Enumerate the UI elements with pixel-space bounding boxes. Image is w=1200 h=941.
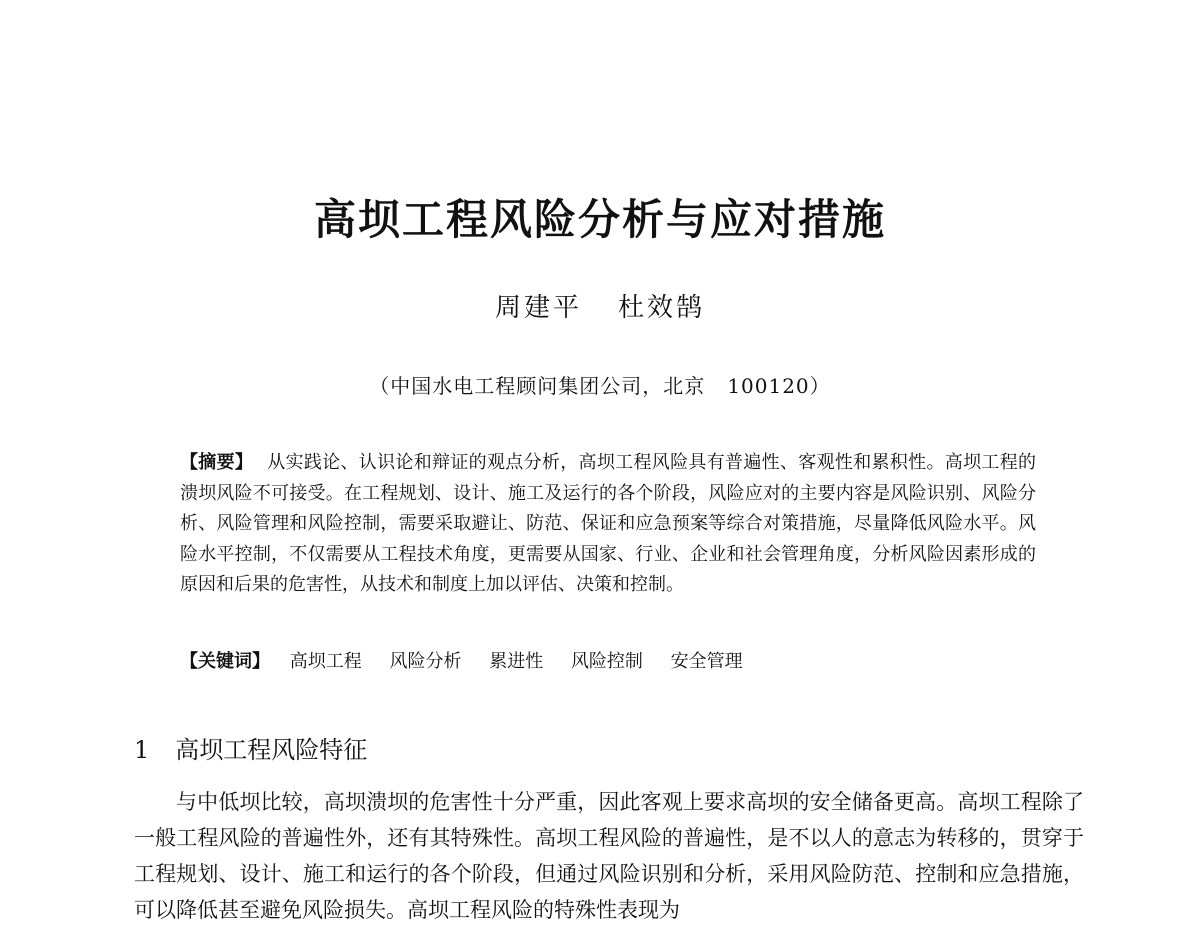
keyword-1: 高坝工程	[289, 651, 362, 672]
author-line	[0, 288, 1200, 328]
keywords-label: 【关键词】	[180, 651, 270, 672]
keyword-2: 风险分析	[389, 651, 462, 672]
paper-title: 高坝工程风险分析与应对措施	[313, 195, 886, 244]
author-2: 杜效鹄	[618, 293, 706, 323]
keyword-3: 累进性	[489, 651, 544, 672]
section-heading	[134, 730, 367, 770]
keyword-4: 风险控制	[570, 651, 643, 672]
abstract-text: 从实践论、认识论和辩证的观点分析，高坝工程风险具有普遍性、客观性和累积性。高坝工程的溃坝风险不可接受。在工程规划、设计、施工及运行的各个阶段，风险应对的主要内容是风险识别、风险分析、风险管理和风险控制，需要采取避让、防范、保证和应急预案等综合对策措施，尽量降低风险水平。风险水平控制，不仅需要从工程技术角度，更需要从国家、行业、企业和社会管理角度，分析风险因素形成的原因和后果的危害性，从技术和制度上加以评估、决策和控制。	[180, 452, 1037, 595]
section-number: 1	[134, 736, 150, 764]
author-1: 周建平	[494, 293, 582, 323]
keyword-5: 安全管理	[670, 651, 743, 672]
abstract	[180, 448, 1036, 601]
abstract-label: 【摘要】	[180, 452, 254, 473]
body-paragraph: 与中低坝比较，高坝溃坝的危害性十分严重，因此客观上要求高坝的安全储备更高。高坝工程除了一般工程风险的普遍性外，还有其特殊性。高坝工程风险的普遍性，是不以人的意志为转移的，贯穿于工程规划、设计、施工和运行的各个阶段，但通过风险识别和分析，采用风险防范、控制和应急措施，可以降低甚至避免风险损失。高坝工程风险的特殊性表现为	[134, 790, 1084, 922]
affiliation	[0, 368, 1200, 404]
section-title: 高坝工程风险特征	[175, 736, 368, 764]
affiliation-zip: 100120）	[727, 374, 831, 398]
keywords	[180, 646, 1036, 678]
affiliation-org: （中国水电工程顾问集团公司，北京	[369, 374, 706, 398]
